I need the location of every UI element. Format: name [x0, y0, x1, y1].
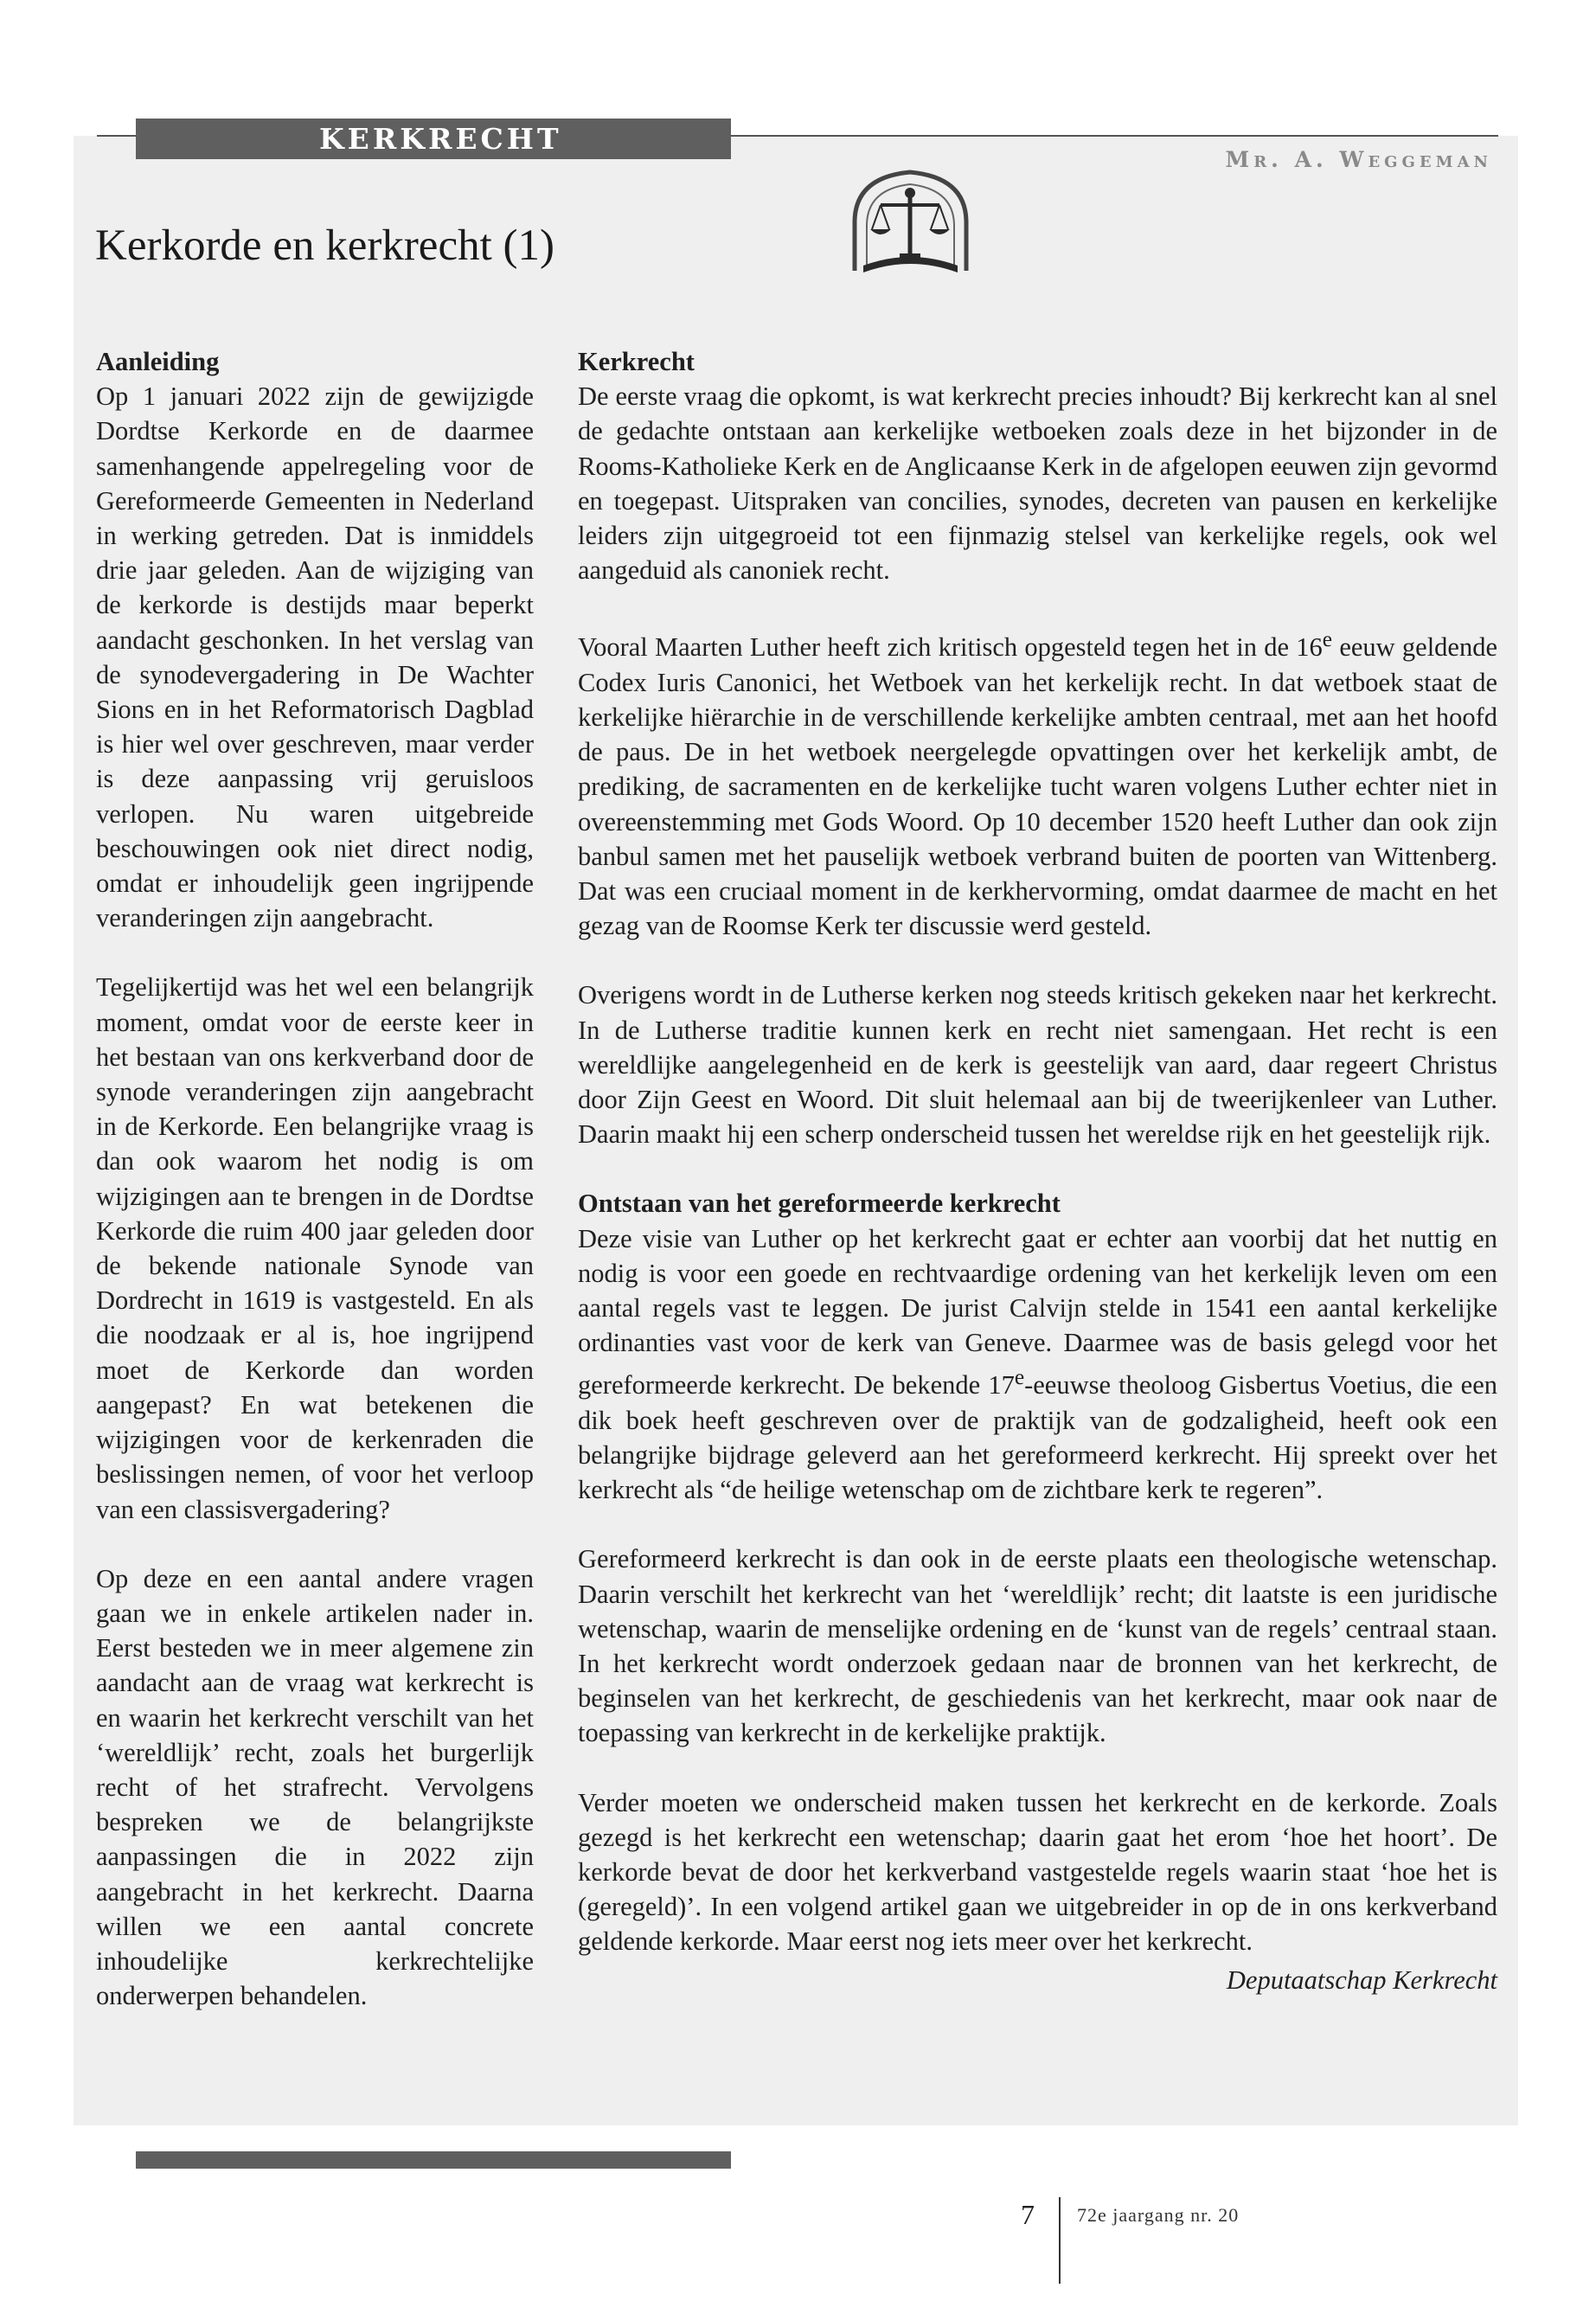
- heading-ontstaan: Ontstaan van het gereformeerde kerkrecht: [578, 1189, 1061, 1219]
- heading-kerkrecht: Kerkrecht: [578, 347, 695, 376]
- page-number: 7: [1021, 2199, 1035, 2230]
- superscript: e: [1322, 627, 1333, 652]
- article-title: Kerkorde en kerkrecht (1): [95, 221, 554, 270]
- issue-label: 72e jaargang nr. 20: [1077, 2204, 1240, 2226]
- superscript: e: [1014, 1365, 1025, 1390]
- paragraph: [578, 622, 1497, 943]
- paragraph: Op 1 januari 2022 zijn de gewijzigde Dordtse Kerkorde en de daarmee samenhangende appelregeling voor de Gereformeerde Gemeenten in Nederland in werking getreden. Dat is inmiddels drie jaar geleden. Aan de wijziging van de kerkorde is destijds maar beperkt aandacht geschonken. In het verslag van de synodevergadering in De Wachter Sions en in het Reformatorisch Dagblad is hier wel over geschreven, maar verder is deze aanpassing vrij geruisloos verlopen. Nu waren uitgebreide beschouwingen ook niet direct nodig, omdat er inhoudelijk geen ingrijpende veranderingen zijn aangebracht.: [96, 381, 534, 933]
- paragraph: Overigens wordt in de Lutherse kerken nog steeds kritisch gekeken naar het kerkrecht. In de Lutherse traditie kunnen kerk en recht niet samengaan. Het recht is een wereldlijke aangelegenheid en de kerk is geestelijk van aard, daar regeert Christus door Zijn Geest en Woord. Dit sluit helemaal aan bij de tweerijkenleer van Luther. Daarin maakt hij een scherp onderscheid tussen het wereldse rijk en het geestelijk rijk.: [578, 980, 1497, 1150]
- author-name: Mr. A. Weggeman: [1225, 147, 1492, 172]
- scales-of-justice-icon: [848, 169, 973, 277]
- section-banner: [136, 119, 731, 159]
- paragraph: De eerste vraag die opkomt, is wat kerkrecht precies inhoudt? Bij kerkrecht kan al snel de gedachte ontstaan aan kerkelijke wetboeken zoals deze in het bijzonder in de Rooms-Katholieke Kerk en de Anglicaanse Kerk in de afgelopen eeuwen zijn gevormd en toegepast. Uitspraken van concilies, synodes, decreten van pausen en kerkelijke leiders zijn uitgegroeid tot een fijnmazig stelsel van kerkelijke regels, ook wel aangeduid als canoniek recht.: [578, 381, 1497, 586]
- paragraph: Verder moeten we onderscheid maken tussen het kerkrecht en de kerkorde. Zoals gezegd is het kerkrecht een wetenschap; daarin gaat het erom ‘hoe het hoort’. De kerkorde bevat de door het kerkverband vastgestelde regels waarin staat ‘hoe het is (geregeld)’. In een volgend artikel gaan we uitgebreider in op de in ons kerkverband geldende kerkorde. Maar eerst nog iets meer over het kerkrecht.: [578, 1787, 1497, 1957]
- text-run: -eeuwse theoloog Gisbertus Voetius, die een dik boek heeft geschreven over de praktijk van de godzaligheid, heeft ook een belangrijke bijdrage geleverd aan het gereformeerd kerkrecht. Hij spreekt over het kerkrecht als “de heilige wetenschap om de zichtbare kerk te regeren”.: [578, 1370, 1497, 1505]
- paragraph: Op deze en een aantal andere vragen gaan we in enkele artikelen nader in. Eerst besteden we in meer algemene zin aandacht aan de vraag wat kerkrecht is en waarin het kerkrecht verschilt van het ‘wereldlijk’ recht, zoals het burgerlijk recht of het strafrecht. Vervolgens bespreken we de belangrijkste aanpassingen die in 2022 zijn aangebracht in het kerkrecht. Daarna willen we een aantal concrete inhoudelijke kerkrechtelijke onderwerpen behandelen.: [96, 1563, 534, 2011]
- left-column: [96, 344, 534, 2048]
- paragraph: Tegelijkertijd was het wel een belangrijk moment, omdat voor de eerste keer in het bestaan van ons kerkverband door de synode veranderingen zijn aangebracht in de Kerkorde. Een belangrijke vraag is dan ook waarom het nodig is om wijzigingen aan te brengen in de Dordtse Kerkorde die ruim 400 jaar geleden door de bekende nationale Synode van Dordrecht in 1619 is vastgesteld. En als die noodzaak er al is, hoe ingrijpend moet de Kerkorde dan worden aangepast? En wat betekenen die wijzigingen voor de kerkenraden die beslissingen nemen, of voor het verloop van een classisvergadering?: [96, 972, 534, 1524]
- paragraph: [578, 1221, 1497, 1508]
- signature: Deputaatschap Kerkrecht: [1226, 1965, 1497, 1995]
- footer-bar: [136, 2151, 731, 2169]
- footer-divider: [1059, 2197, 1061, 2284]
- paragraph: Gereformeerd kerkrecht is dan ook in de eerste plaats een theologische wetenschap. Daarin verschilt het kerkrecht van het ‘wereldlijk’ recht; dit laatste is een juridische wetenschap, waarin de menselijke ordening en de ‘kunst van de regels’ centraal staan. In het kerkrecht wordt onderzoek gedaan naar de bronnen van het kerkrecht, de beginselen van het kerkrecht, de geschiedenis van het kerkrecht, maar ook naar de toepassing van kerkrecht in de kerkelijke praktijk.: [578, 1544, 1497, 1748]
- heading-aanleiding: Aanleiding: [96, 347, 220, 376]
- text-run: eeuw geldende Codex Iuris Canonici, het Wetboek van het kerkelijk recht. In dat wetboek staat de kerkelijke hiërarchie in de verschillende kerkelijke ambten centraal, met aan het hoofd de paus. De in het wetboek neergelegde opvattingen over het kerkelijk ambt, de prediking, de sacramenten en de kerkelijke tucht waren volgens Luther echter niet in overeenstemming met Gods Woord. Op 10 december 1520 heeft Luther dan ook zijn banbul samen met het pauselijk wetboek verbrand buiten de poorten van Wittenberg. Dat was een cruciaal moment in de kerkhervorming, omdat daarmee de macht en het gezag van de Roomse Kerk ter discussie werd gesteld.: [578, 632, 1498, 941]
- right-column: [578, 344, 1497, 1997]
- text-run: Vooral Maarten Luther heeft zich kritisch opgesteld tegen het in de 16: [578, 632, 1323, 663]
- text-run: Deze visie van Luther op het kerkrecht gaat er echter aan voorbij dat het nuttig en nodig is voor een goede en rechtvaardige ordening van het kerkelijk leven om een aantal regels vast te leggen. De jurist Calvijn stelde in 1541 een aantal kerkelijke ordinanties vast voor de kerk van Geneve. Daarmee was de basis gelegd voor het gereformeerde kerkrecht. De bekende 17: [578, 1223, 1497, 1400]
- section-label: KERKRECHT: [319, 122, 562, 156]
